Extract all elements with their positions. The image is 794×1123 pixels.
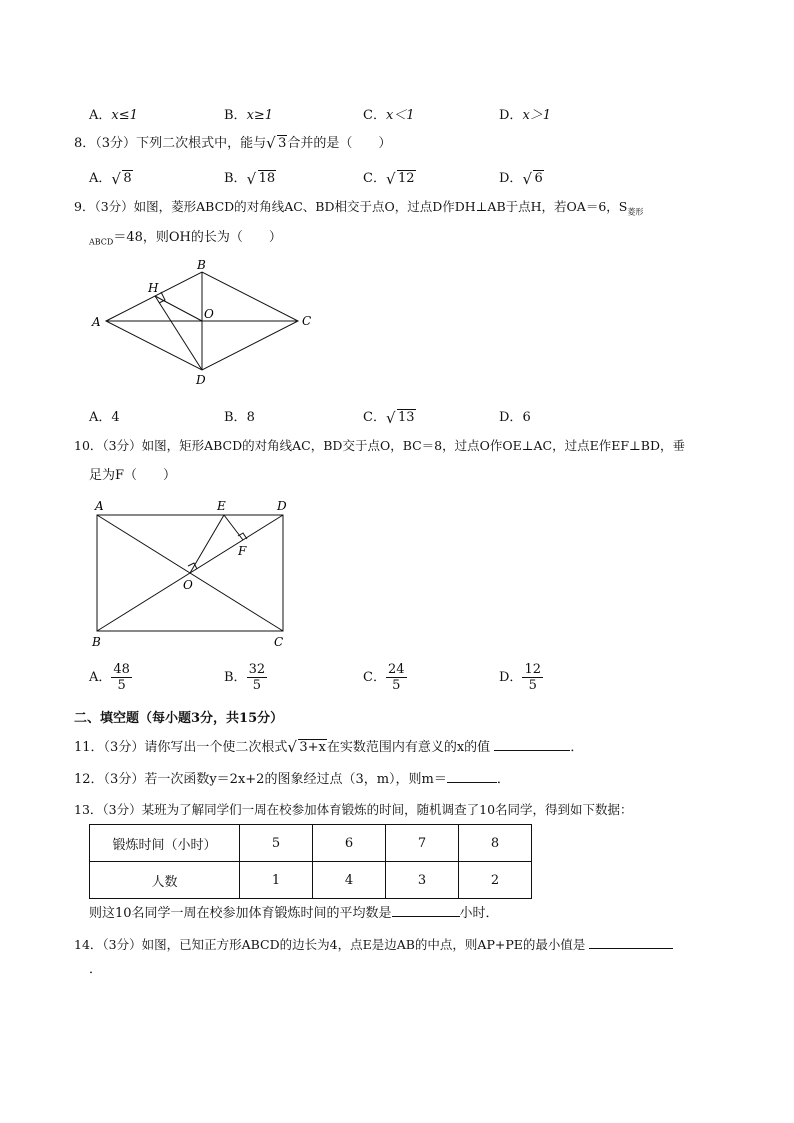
- q13-followup: 则这10名同学一周在校参加体育锻炼时间的平均数是 小时．: [89, 906, 499, 921]
- label-c: C: [302, 314, 312, 328]
- q10-rectangle-figure: [88, 497, 298, 652]
- table-header-cell: 锻炼时间（小时）: [90, 825, 240, 862]
- q9-stem-line1: 9．（3分）如图，菱形ABCD的对角线AC、BD相交于点O，过点D作DH⊥AB于点H，若OA＝6，$S_{菱形}$: [74, 199, 644, 217]
- q7-option-b: B．x≥1: [224, 108, 274, 123]
- q9-option-a: A．4: [89, 410, 120, 425]
- q14-stem: 14．（3分）如图，已知正方形ABCD的边长为4，点E是边AB的中点，则AP+PE的最小值是: [74, 936, 673, 953]
- q10-stem-line1: 10．（3分）如图，矩形ABCD的对角线AC，BD交于点O，BC＝8，过点O作OE⊥AC，过点E作EF⊥BD，垂: [74, 438, 685, 453]
- table-cell: 4: [313, 862, 386, 899]
- q10-option-c: C． $\frac{24}{5}$: [363, 662, 405, 693]
- table-cell: 7: [386, 825, 459, 862]
- q12-stem: 12．（3分）若一次函数y＝2x+2的图象经过点（3，m），则m＝ ．: [74, 772, 510, 787]
- q7-option-c: C．x＜1: [363, 108, 415, 123]
- q10-stem-line2: 足为F（ ）: [89, 468, 177, 483]
- table-cell: 1: [240, 862, 313, 899]
- table-cell: 2: [459, 862, 532, 899]
- table-cell: 6: [313, 825, 386, 862]
- table-cell: 8: [459, 825, 532, 862]
- q8-option-c: C． √ 12: [363, 170, 415, 188]
- label-c: C: [274, 635, 284, 649]
- table-header-cell: 人数: [90, 862, 240, 899]
- q9-rhombus-figure: [88, 255, 328, 390]
- segment-ef: [224, 515, 243, 540]
- label-d: D: [277, 499, 287, 513]
- q13-answer-blank[interactable]: [392, 904, 460, 917]
- q14-end-mark: ．: [89, 962, 103, 977]
- segment-oh: [155, 296, 202, 321]
- label-b: B: [92, 635, 101, 649]
- q7-option-a: A．x≤1: [89, 108, 138, 123]
- q11-answer-blank[interactable]: [494, 738, 570, 751]
- table-row: [90, 825, 532, 862]
- q9-option-c: C． √ 13: [363, 409, 415, 427]
- q9-option-b: B．8: [224, 410, 255, 425]
- q11-stem: 11．（3分）请你写出一个使二次根式 √ 3+x在实数范围内有意义的x的值 ．: [74, 738, 584, 756]
- q10-option-d: D． $\frac{12}{5}$: [499, 662, 541, 693]
- q13-data-table: [89, 824, 532, 899]
- label-e: E: [217, 499, 226, 513]
- table-cell: 3: [386, 862, 459, 899]
- q8-option-d: D． √ 6: [499, 170, 543, 188]
- table-row: [90, 862, 532, 899]
- q10-option-a: A． $\frac{48}{5}$: [89, 662, 130, 693]
- label-o: O: [204, 307, 214, 321]
- label-a: A: [95, 499, 104, 513]
- label-o: O: [183, 578, 193, 592]
- q12-answer-blank[interactable]: [447, 770, 497, 783]
- label-a: A: [92, 315, 101, 329]
- label-f: F: [238, 544, 247, 558]
- label-d: D: [196, 373, 206, 387]
- table-cell: 5: [240, 825, 313, 862]
- q8-option-b: B． √ 18: [224, 170, 276, 188]
- q10-option-b: B． $\frac{32}{5}$: [224, 662, 266, 693]
- q8-stem: 8．（3分）下列二次根式中，能与 √ 3合并的是（ ）: [74, 134, 392, 152]
- q9-option-d: D．6: [499, 410, 531, 425]
- q9-stem-line2: $_{ABCD}$＝48，则OH的长为（ ）: [89, 230, 282, 247]
- label-b: B: [197, 258, 206, 272]
- q13-stem: 13．（3分）某班为了解同学们一周在校参加体育锻炼的时间，随机调查了10名同学，得到如下数据：: [74, 802, 633, 817]
- section-title-fill-in: 二、填空题（每小题3分，共15分）: [74, 711, 284, 726]
- q7-option-d: D．x＞1: [499, 108, 552, 123]
- q14-answer-blank[interactable]: [589, 936, 673, 949]
- q8-option-a: A． √ 8: [89, 170, 132, 188]
- label-h: H: [148, 281, 159, 295]
- segment-dh: [155, 296, 202, 370]
